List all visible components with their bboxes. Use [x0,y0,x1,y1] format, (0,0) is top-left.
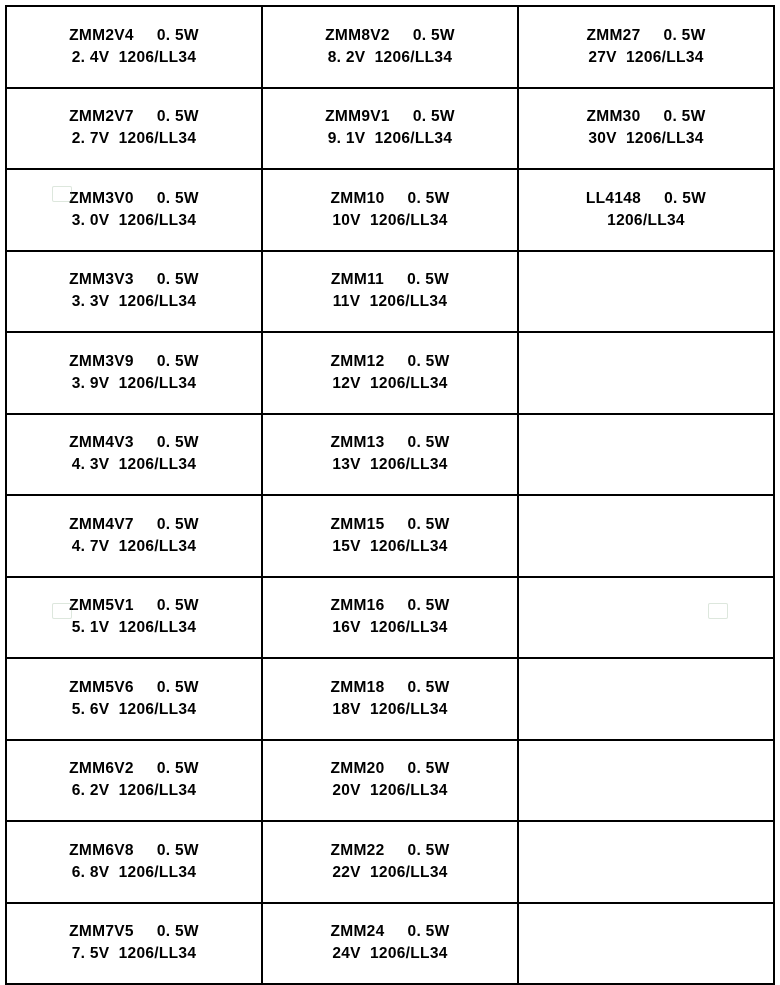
table-cell-part [6,658,262,740]
part-voltage-and-package: 16V 1206/LL34 [332,619,448,637]
cell-content [519,439,773,469]
part-number-and-power: ZMM3V3 0. 5W [69,271,199,289]
cell-content [7,597,261,637]
cell-content [519,928,773,958]
part-voltage-and-package: 15V 1206/LL34 [332,537,448,555]
table-cell-part [262,495,518,577]
part-number-and-power: ZMM11 0. 5W [330,271,450,289]
cell-content [7,190,261,230]
part-number-and-power: ZMM7V5 0. 5W [69,923,199,941]
cell-content [7,923,261,963]
table-cell-part [262,577,518,659]
table-cell-part [6,88,262,170]
part-voltage-and-package: 8. 2V 1206/LL34 [327,48,453,66]
table-cell-part [262,658,518,740]
cell-content [519,27,773,67]
table-row [6,495,774,577]
table-cell-part [6,414,262,496]
cell-content [263,271,517,311]
part-number-and-power: ZMM4V3 0. 5W [69,434,199,452]
cell-content [263,353,517,393]
table-row [6,414,774,496]
part-number-and-power: ZMM2V7 0. 5W [69,108,199,126]
table-cell-empty [518,251,774,333]
table-cell-part [262,88,518,170]
part-voltage-and-package: 11V 1206/LL34 [332,293,448,311]
table-row [6,169,774,251]
table-cell-empty [518,495,774,577]
part-voltage-and-package: 5. 6V 1206/LL34 [71,700,197,718]
part-voltage-and-package: 27V 1206/LL34 [588,48,704,66]
cell-content [263,679,517,719]
table-cell-part [6,169,262,251]
part-voltage-and-package: 1206/LL34 [607,211,685,229]
part-voltage-and-package: 4. 7V 1206/LL34 [71,537,197,555]
part-number-and-power: ZMM16 0. 5W [330,597,450,615]
cell-content [519,108,773,148]
table-cell-part [262,821,518,903]
table-cell-part [518,169,774,251]
part-number-and-power: ZMM4V7 0. 5W [69,515,199,533]
part-voltage-and-package: 6. 2V 1206/LL34 [71,782,197,800]
part-number-and-power: ZMM9V1 0. 5W [325,108,455,126]
part-voltage-and-package: 3. 9V 1206/LL34 [71,374,197,392]
cell-content [7,516,261,556]
table-cell-part [262,6,518,88]
table-cell-part [262,903,518,985]
part-number-and-power: ZMM6V8 0. 5W [69,841,199,859]
part-number-and-power: ZMM8V2 0. 5W [325,26,455,44]
table-cell-part [262,332,518,414]
part-voltage-and-package: 18V 1206/LL34 [332,700,448,718]
part-number-and-power: ZMM24 0. 5W [330,923,450,941]
table-cell-part [518,88,774,170]
table-row [6,6,774,88]
part-number-and-power: ZMM6V2 0. 5W [69,760,199,778]
table-cell-part [262,740,518,822]
cell-content [519,765,773,795]
cell-content [263,760,517,800]
table-cell-part [6,740,262,822]
part-number-and-power: ZMM5V1 0. 5W [69,597,199,615]
part-number-and-power: ZMM2V4 0. 5W [69,26,199,44]
cell-content [7,679,261,719]
table-cell-part [518,6,774,88]
cell-content [7,108,261,148]
table-cell-part [6,577,262,659]
table-cell-part [262,251,518,333]
part-voltage-and-package: 3. 3V 1206/LL34 [71,293,197,311]
part-voltage-and-package: 24V 1206/LL34 [332,945,448,963]
table-cell-part [6,6,262,88]
part-number-and-power: ZMM30 0. 5W [586,108,706,126]
part-voltage-and-package: 10V 1206/LL34 [332,211,448,229]
cell-content [519,847,773,877]
part-voltage-and-package: 2. 7V 1206/LL34 [71,130,197,148]
part-voltage-and-package: 30V 1206/LL34 [588,130,704,148]
table-cell-empty [518,332,774,414]
part-voltage-and-package: 9. 1V 1206/LL34 [327,130,453,148]
part-voltage-and-package: 5. 1V 1206/LL34 [71,619,197,637]
table-row [6,251,774,333]
table-cell-part [6,495,262,577]
cell-content [263,27,517,67]
part-number-and-power: ZMM12 0. 5W [330,352,450,370]
table-row [6,332,774,414]
cell-content [263,842,517,882]
table-cell-empty [518,821,774,903]
part-number-and-power: ZMM27 0. 5W [586,26,706,44]
part-number-and-power: ZMM20 0. 5W [330,760,450,778]
table-cell-part [6,251,262,333]
cell-content [263,190,517,230]
cell-content [7,27,261,67]
cell-content [7,842,261,882]
table-cell-empty [518,903,774,985]
cell-content [263,923,517,963]
table-row [6,577,774,659]
table-cell-empty [518,577,774,659]
table-cell-empty [518,658,774,740]
table-row [6,740,774,822]
part-number-and-power: ZMM3V9 0. 5W [69,352,199,370]
part-number-and-power: ZMM22 0. 5W [330,841,450,859]
table-cell-empty [518,414,774,496]
part-voltage-and-package: 6. 8V 1206/LL34 [71,863,197,881]
part-voltage-and-package: 22V 1206/LL34 [332,863,448,881]
part-number-and-power: ZMM18 0. 5W [330,678,450,696]
part-number-and-power: ZMM10 0. 5W [330,189,450,207]
cell-content [7,760,261,800]
cell-content [519,190,773,230]
part-voltage-and-package: 12V 1206/LL34 [332,374,448,392]
parts-table [5,5,775,985]
part-number-and-power: LL4148 0. 5W [585,189,707,207]
part-voltage-and-package: 2. 4V 1206/LL34 [71,48,197,66]
cell-content [519,521,773,551]
cell-content [263,516,517,556]
table-cell-part [262,414,518,496]
part-number-and-power: ZMM3V0 0. 5W [69,189,199,207]
cell-content [263,108,517,148]
table-cell-part [6,332,262,414]
table-row [6,821,774,903]
table-row [6,903,774,985]
cell-content [7,271,261,311]
part-voltage-and-package: 20V 1206/LL34 [332,782,448,800]
part-number-and-power: ZMM15 0. 5W [330,515,450,533]
part-voltage-and-package: 13V 1206/LL34 [332,456,448,474]
table-row [6,658,774,740]
part-voltage-and-package: 7. 5V 1206/LL34 [71,945,197,963]
part-number-and-power: ZMM5V6 0. 5W [69,678,199,696]
parts-table-body [6,6,774,984]
table-cell-part [6,821,262,903]
cell-content [519,684,773,714]
cell-content [7,434,261,474]
table-row [6,88,774,170]
part-number-and-power: ZMM13 0. 5W [330,434,450,452]
cell-content [7,353,261,393]
cell-content [263,434,517,474]
cell-content [519,276,773,306]
cell-content [519,358,773,388]
table-cell-part [262,169,518,251]
part-voltage-and-package: 3. 0V 1206/LL34 [71,211,197,229]
table-cell-empty [518,740,774,822]
cell-content [263,597,517,637]
part-voltage-and-package: 4. 3V 1206/LL34 [71,456,197,474]
cell-content [519,602,773,632]
table-cell-part [6,903,262,985]
